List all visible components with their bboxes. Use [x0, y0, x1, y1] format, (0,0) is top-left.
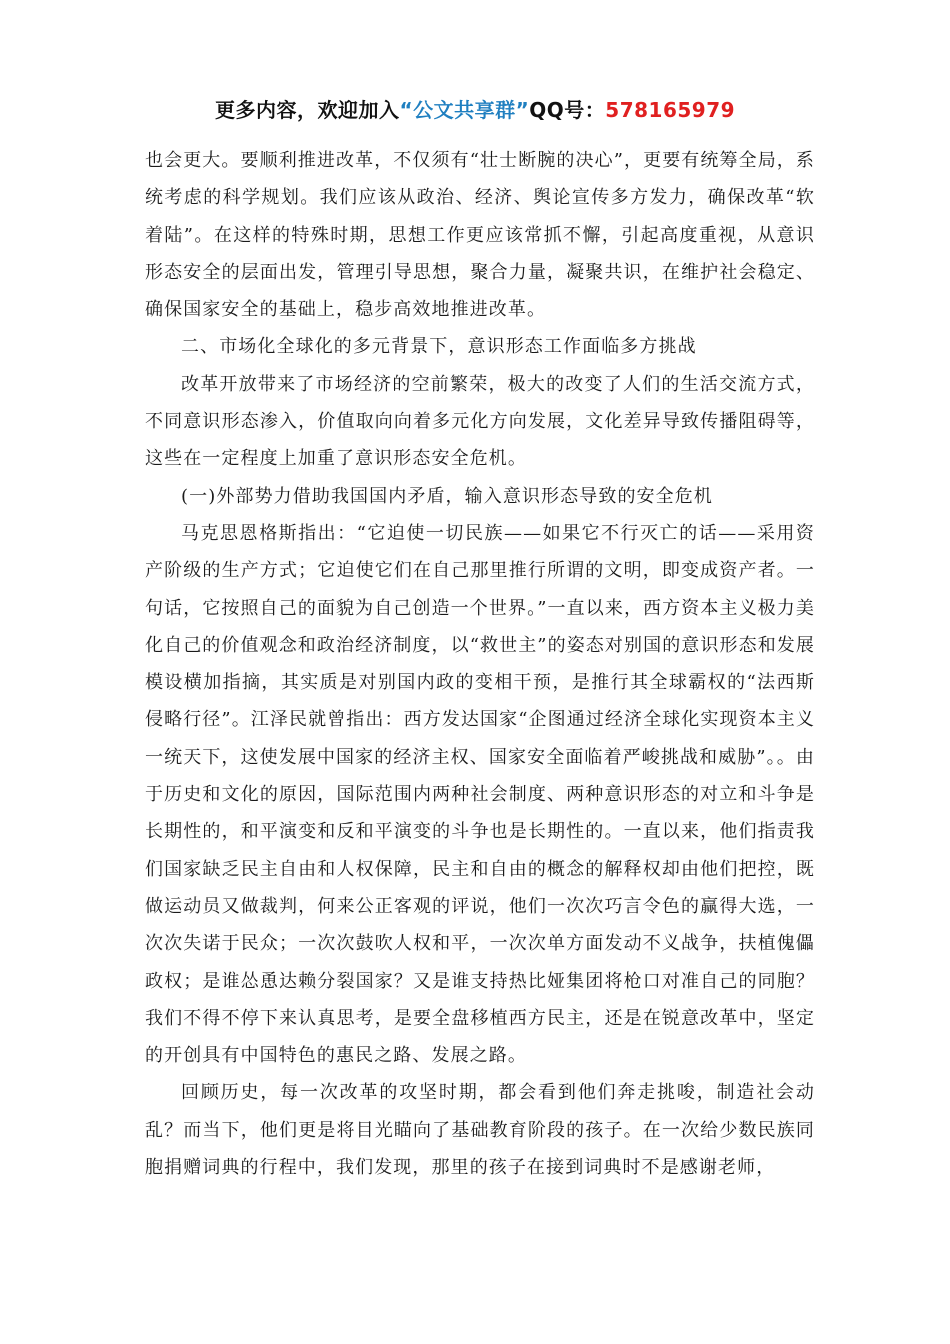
paragraph: 回顾历史，每一次改革的攻坚时期，都会看到他们奔走挑唆，制造社会动乱？而当下，他们更是将目光瞄向了基础教育阶段的孩子。在一次给少数民族同胞捐赠词典的行程中，我们发现，那里的孩子在接到词典时不是感谢老师，: [145, 1082, 815, 1179]
subsection-heading: (一)外部势力借助我国国内矛盾，输入意识形态导致的安全危机: [181, 485, 713, 507]
header-group-name: “公文共享群”: [399, 98, 530, 122]
paragraph-continuation: 也会更大。要顺利推进改革，不仅须有“壮士断腕的决心”，更要有统筹全局，系统考虑的科学规划。我们应该从政治、经济、舆论宣传多方发力，确保改革“软着陆”。在这样的特殊时期，思想工作更应该常抓不懈，引起高度重视，从意识形态安全的层面出发，管理引导思想，聚合力量，凝聚共识，在维护社会稳定、确保国家安全的基础上，稳步高效地推进改革。: [145, 150, 816, 321]
paragraph: 马克思恩格斯指出：“它迫使一切民族——如果它不行灭亡的话——采用资产阶级的生产方式；它迫使它们在自己那里推行所谓的文明，即变成资产者。一句话，它按照自己的面貌为自己创造一个世界。”一直以来，西方资本主义极力美化自己的价值观念和政治经济制度，以“救世主”的姿态对别国的意识形态和发展模设横加指摘，其实质是对别国内政的变相干预，是推行其全球霸权的“法西斯侵略行径”。江泽民就曾指出：西方发达国家“企图通过经济全球化实现资本主义一统天下，这使发展中国家的经济主权、国家安全面临着严峻挑战和威胁”。。由于历史和文化的原因，国际范围内两种社会制度、两种意识形态的对立和斗争是长期性的，和平演变和反和平演变的斗争也是长期性的。一直以来，他们指责我们国家缺乏民主自由和人权保障，民主和自由的概念的解释权却由他们把控，既做运动员又做裁判，何来公正客观的评说，他们一次次巧言令色的赢得大选，一次次失诺于民众；一次次鼓吹人权和平，一次次单方面发动不义战争，扶植傀儡政权；是谁怂恿达赖分裂国家？又是谁支持热比娅集团将枪口对准自己的同胞？我们不得不停下来认真思考，是要全盘移植西方民主，还是在锐意改革中，坚定的开创具有中国特色的惠民之路、发展之路。: [145, 522, 816, 1067]
header-qq-label: QQ号：: [529, 98, 606, 122]
header-qq-number: 578165979: [605, 98, 736, 122]
page-header-banner: [0, 94, 950, 123]
section-heading: 二、市场化全球化的多元背景下，意识形态工作面临多方挑战: [181, 336, 697, 358]
paragraph: 改革开放带来了市场经济的空前繁荣，极大的改变了人们的生活交流方式，不同意识形态渗入，价值取向向着多元化方向发展，文化差异导致传播阻碍等，这些在一定程度上加重了意识形态安全危机。: [145, 373, 815, 470]
document-body: [145, 142, 815, 1186]
header-prefix: 更多内容，欢迎加入: [214, 98, 400, 122]
